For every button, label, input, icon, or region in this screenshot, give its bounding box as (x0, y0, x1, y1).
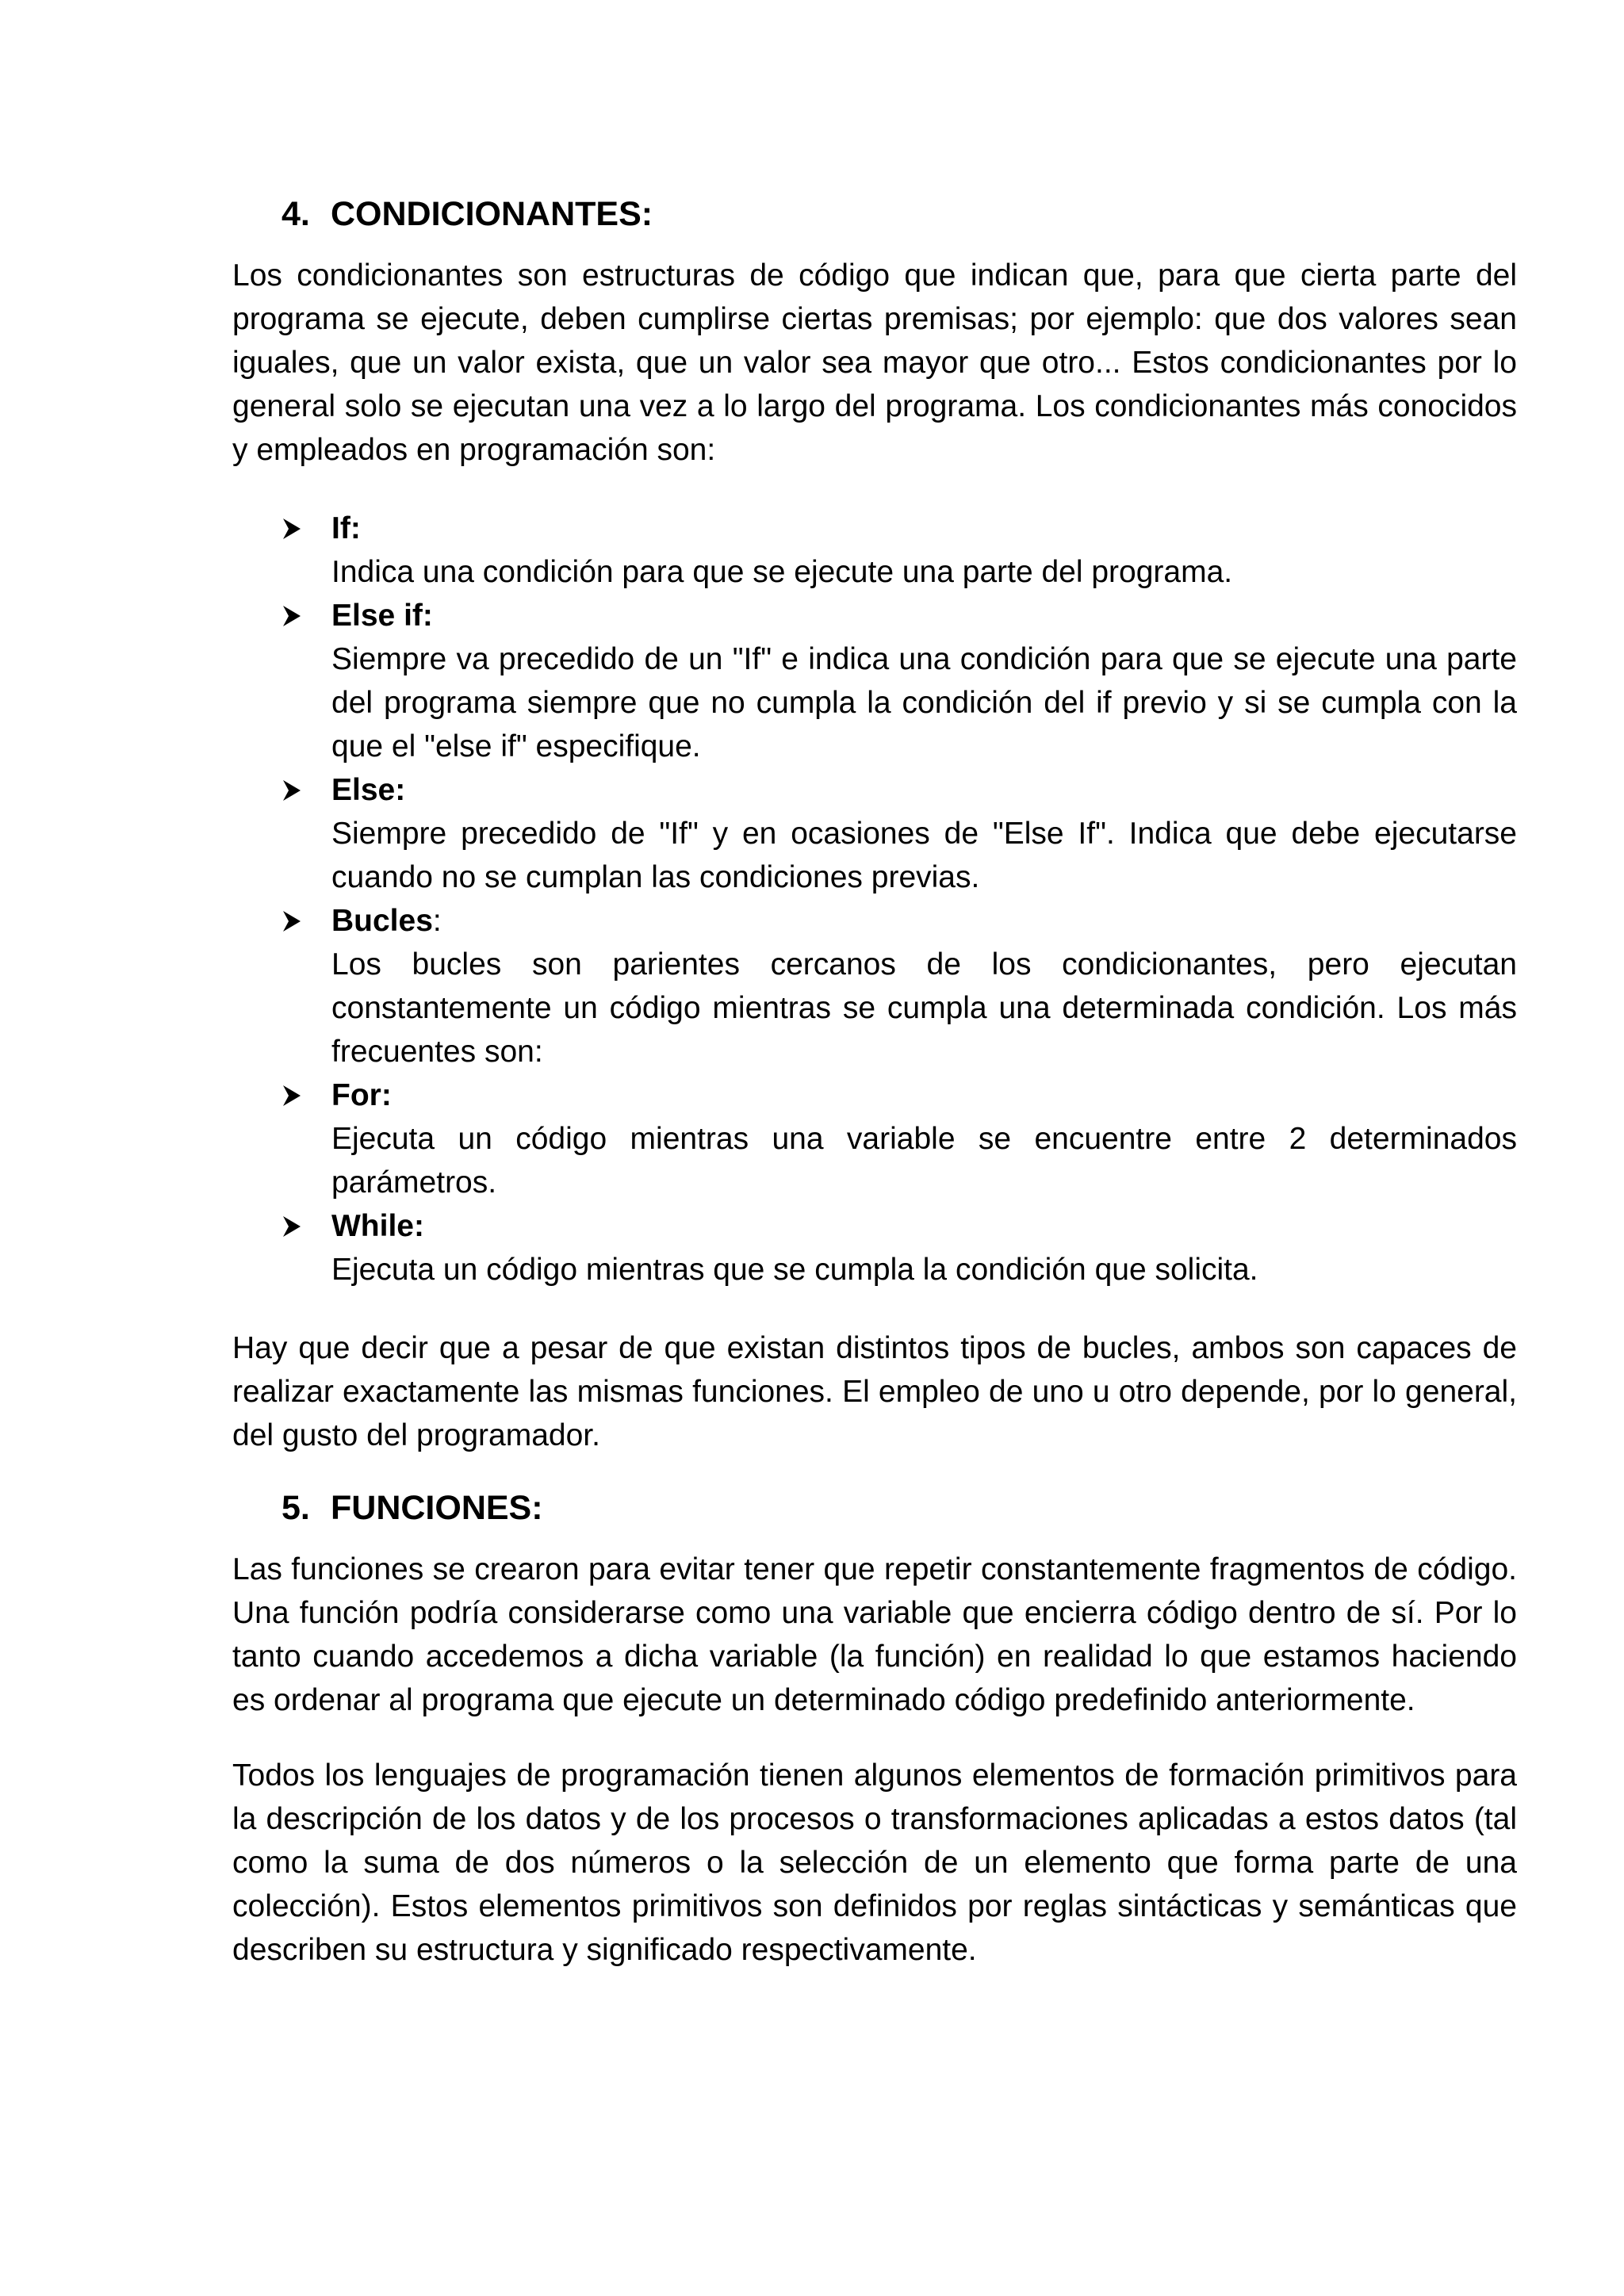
list-item-if (232, 507, 1517, 594)
conditionals-list (232, 507, 1517, 1292)
list-item-description: Los bucles son parientes cercanos de los condicionantes, pero ejecutan constantemente un código mientras se cumpla una determinada condición. Los más frecuentes son: (331, 947, 1517, 1069)
list-item-term: For: (331, 1078, 392, 1112)
list-item-for (232, 1073, 1517, 1204)
list-item-bucles (232, 899, 1517, 1073)
arrowhead-bullet-icon (282, 1073, 313, 1117)
arrowhead-bullet-icon (282, 594, 313, 637)
arrowhead-bullet-icon (282, 768, 313, 812)
list-item-description: Siempre precedido de "If" y en ocasiones de "Else If". Indica que debe ejecutarse cuando no se cumplan las condiciones previas. (331, 817, 1517, 894)
arrowhead-bullet-icon (282, 899, 313, 943)
list-item-term: Else if: (331, 599, 433, 633)
functions-paragraph-1: Las funciones se crearon para evitar tener que repetir constantemente fragmentos de código. Una función podría considerarse como una variable que encierra código dentro de sí. Por lo tanto cuando accedemos a dicha variable (la función) en realidad lo que estamos haciendo es ordenar al programa que ejecute un determinado código predefinido anteriormente. (232, 1552, 1517, 1717)
list-item-description: Ejecuta un código mientras que se cumpla la condición que solicita. (331, 1253, 1258, 1287)
list-item-term: If: (331, 511, 361, 545)
list-item-term: Bucles (331, 904, 433, 938)
section-heading-condicionantes (232, 190, 1517, 238)
page-content (232, 190, 1517, 1972)
list-item-while (232, 1204, 1517, 1292)
section-number: 4. (282, 195, 310, 233)
intro-paragraph: Los condicionantes son estructuras de código que indican que, para que cierta parte del programa se ejecute, deben cumplirse ciertas premisas; por ejemplo: que dos valores sean iguales, que un valor exista, que un valor sea mayor que otro... Estos condicionantes por lo general solo se ejecutan una vez a lo largo del programa. Los condicionantes más conocidos y empleados en programación son: (232, 258, 1517, 467)
list-item-else-if (232, 594, 1517, 768)
arrowhead-bullet-icon (282, 1204, 313, 1248)
closing-paragraph: Hay que decir que a pesar de que existan distintos tipos de bucles, ambos son capaces de realizar exactamente las mismas funciones. El empleo de uno u otro depende, por lo general, del gusto del programador. (232, 1331, 1517, 1452)
list-item-else (232, 768, 1517, 899)
list-item-description: Indica una condición para que se ejecute una parte del programa. (331, 555, 1233, 589)
list-item-description: Ejecuta un código mientras una variable se encuentre entre 2 determinados parámetros. (331, 1122, 1517, 1200)
list-item-term: While: (331, 1209, 424, 1243)
list-item-description: Siempre va precedido de un "If" e indica una condición para que se ejecute una parte del programa siempre que no cumpla la condición del if previo y si se cumpla con la que el "else if" especifique. (331, 642, 1517, 763)
functions-paragraph-2: Todos los lenguajes de programación tienen algunos elementos de formación primitivos para la descripción de los datos y de los procesos o transformaciones aplicadas a estos datos (tal como la suma de dos números o la selección de un elemento que forma parte de una colección). Estos elementos primitivos son definidos por reglas sintácticas y semánticas que describen su estructura y significado respectivamente. (232, 1758, 1517, 1967)
section-heading-funciones (232, 1484, 1517, 1532)
term-colon: : (432, 904, 442, 938)
section-number: 5. (282, 1489, 310, 1527)
list-item-term: Else: (331, 773, 406, 807)
arrowhead-bullet-icon (282, 507, 313, 550)
section-title: FUNCIONES: (331, 1489, 543, 1527)
list-item-term-wrapper (331, 899, 1517, 943)
section-title: CONDICIONANTES: (331, 195, 653, 233)
